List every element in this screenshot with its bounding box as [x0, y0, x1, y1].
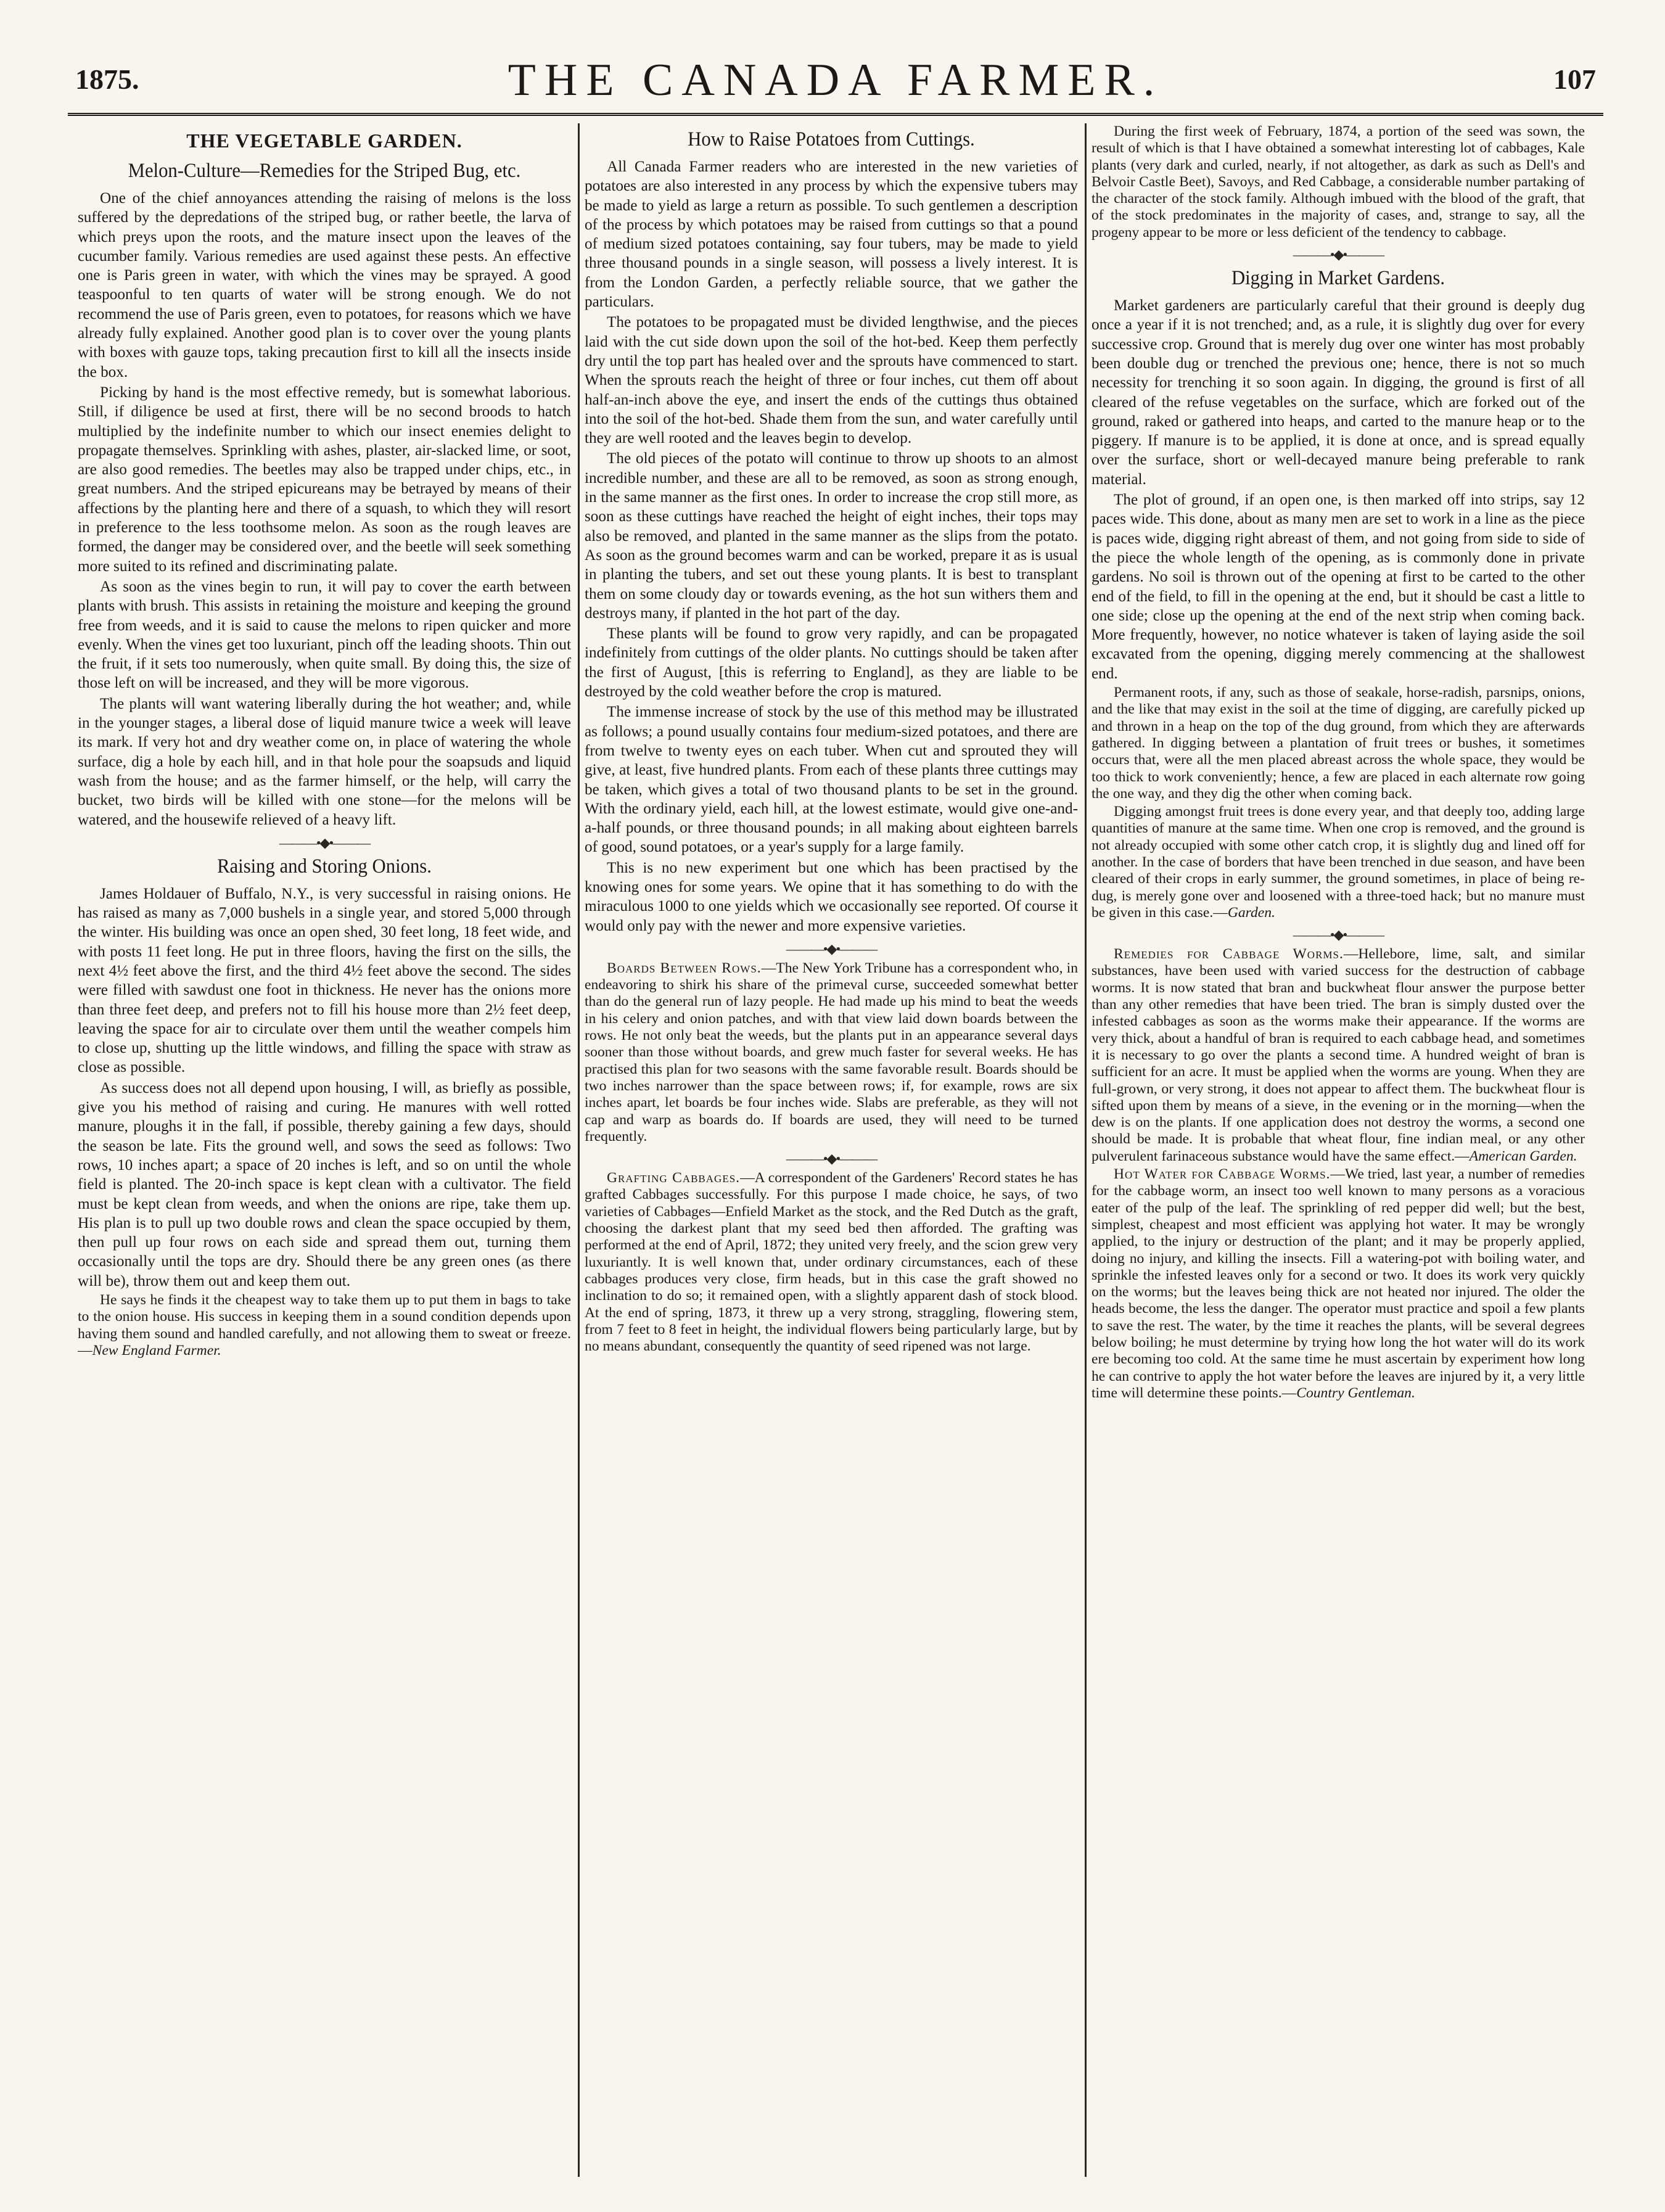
paragraph: Market gardeners are particularly careful that their ground is deeply dug once a year if it is not trenched; and, as a rule, it is slightly dug over for every successive crop. Ground that is merely dug over one winter has most probably been double dug or trenched the previous one; hence, there is not so much necessity for trenching it so soon again. In digging, the ground is first of all cleared of the refuse vegetables on the surface, which are forked out of the ground, raked or gathered into heaps, and carted to the manure heap or to the piggery. If manure is to be applied, it is done at once, and is spread equally over the surface, short or well-decayed manure being preferable to rank material. — [1092, 297, 1585, 488]
article-separator: ———•◆•——— — [1293, 927, 1384, 943]
paragraph-text: —Hellebore, lime, salt, and similar substances, have been used with varied success for the destruction of cabbage worms. It is now stated that bran and buckwheat flour answer the purpose better than any other remedies that have been tried. The bran is simply dusted over the infested cabbages as soon as the worms make their appearance. If the worms are very thick, about a handful of bran is required to each cabbage head, and sometimes it is necessary to go over the plants a second time. A hundred weight of bran is sufficient for an acre. It must be applied when the worms are young. When they are full-grown, or very strong, it does not appear to affect them. The buckwheat flour is sifted upon them by means of a sieve, in the evening or in the morning—when the dew is on the plants. If one application does not destroy the worms, a second one should be made. It is probable that wheat flour, fine indian meal, or any other pulverulent farinaceous substance would have the same effect.— — [1092, 946, 1585, 1164]
article-separator: ———•◆•——— — [279, 834, 370, 850]
issue-year: 1875. — [75, 64, 139, 95]
source-credit: American Garden. — [1469, 1148, 1577, 1164]
article-title-onions: Raising and Storing Onions. — [217, 855, 432, 878]
paragraph: This is no new experiment but one which has been practised by the knowing ones for some years. We opine that it has something to do with the miraculous 1000 to one yields which we occasionally see reported. Of course it would only pay with the newer and more expensive varieties. — [585, 859, 1078, 934]
paragraph: One of the chief annoyances attending the raising of melons is the loss suffered by the depredations of the striped bug, or rather beetle, the larva of which preys upon the roots, and the mature insect upon the leaves of the cucumber family. Various remedies are used against these pests. An effective one is Paris green in water, with which the vines may be sprayed. A good teaspoonful to ten quarts of water will be strong enough. We do not recommend the use of Paris green, even to potatoes, for reasons which we have already fully explained. Another good plan is to cover over the young plants with boxes with gauze tops, taking precaution first to kill all the insects inside the box. — [78, 190, 571, 380]
paragraph: The old pieces of the potato will continue to throw up shoots to an almost incredible number, and these are all to be removed, as soon as strong enough, in the same manner as the first ones. In order to increase the crop still more, as soon as these cuttings have reached the height of eight inches, their tops may also be removed, and planted in the same manner as the slips from the potato. As soon as the ground becomes warm and can be worked, prepare it as is usual in planting the tubers, and set out these young plants. It is best to transplant them on some cloudy day or towards evening, as the hot sun withers them and destroys many, if planted in the hot part of the day. — [585, 450, 1078, 622]
section-heading: THE VEGETABLE GARDEN. — [186, 130, 462, 152]
column-divider — [1085, 123, 1087, 2177]
column-2 — [585, 123, 1078, 2171]
paragraph: Permanent roots, if any, such as those of seakale, horse-radish, parsnips, onions, and the like that may exist in the soil at the time of digging, are carefully picked up and thrown in a heap on the top of the dug ground, from which they are afterwards gathered. In digging between a plantation of fruit trees or bushes, it sometimes occurs that, were all the men placed abreast across the whole space, they would be too thick to work conveniently; hence, a few are placed in each alternate row going the one way, and they dig the other when coming back. — [1092, 685, 1585, 802]
paragraph — [1092, 1166, 1585, 1402]
masthead — [68, 54, 1603, 110]
source-credit: New England Farmer. — [92, 1342, 221, 1359]
article-separator: ———•◆•——— — [1293, 247, 1384, 263]
masthead-rule — [68, 113, 1603, 117]
column-1 — [78, 123, 571, 2171]
paragraph-text: Digging amongst fruit trees is done every year, and that deeply too, adding large quantities of manure at the same time. When one crop is removed, and the ground is not already occupied with some other catch crop, it is slightly dug and lined off for another. In the case of borders that have been trenched in due season, and have been cleared of their crops in early summer, the ground sometimes, in place of being re-dug, is merely gone over and loosened with a three-toed hack; but no manure must be given in this case.— — [1092, 804, 1585, 921]
runin-heading: Grafting Cabbages. — [607, 1170, 741, 1186]
paragraph — [78, 1292, 571, 1359]
runin-heading: Boards Between Rows. — [607, 960, 762, 976]
paragraph-text: —The New York Tribune has a correspondent who, in endeavoring to shirk his share of the primeval curse, succeeded somewhat better than do the general run of lazy people. He had made up his mind to beat the weeds in his celery and onion patches, and with that view laid down boards between the rows. He not only beat the weeds, but the plants put in an appearance several days sooner than those without boards, and grew much faster for several weeks. He has practised this plan for two seasons with the same favorable result. Boards should be two inches narrower than the space between rows; if, for example, rows are six inches apart, let boards be four inches wide. Slabs are preferable, as they will not cap and warp as boards do. If boards are used, they will need to be turned frequently. — [585, 960, 1078, 1145]
paragraph: The potatoes to be propagated must be divided lengthwise, and the pieces laid with the cut side down upon the soil of the hot-bed. Keep them perfectly dry until the top part has healed over and the sprouts have commenced to start. When the sprouts reach the height of three or four inches, cut them off about half-an-inch above the eye, and insert the ends of the cuttings thus obtained into the soil of the hot-bed. Shade them from the sun, and water carefully until they are well rooted and the leaves begin to develop. — [585, 314, 1078, 447]
column-divider — [578, 123, 580, 2177]
paragraph — [1092, 804, 1585, 921]
source-credit: Garden. — [1227, 904, 1275, 921]
paragraph-text: —A correspondent of the Gardeners' Record states he has grafted Cabbages successfully. For this purpose I made choice, he says, of two varieties of Cabbages—Enfield Market as the stock, and the Red Dutch as the graft, choosing the darkest plant that my seed bed then afforded. The grafting was performed at the end of April, 1872; they united very freely, and the scion grew very luxuriantly. It is well known that, under ordinary circumstances, each of these cabbages produces very close, firm heads, but in this case the graft showed no inclination to do so; it remained open, with a slightly apparent dash of stock blood. At the end of spring, 1873, it threw up a very strong, straggling, flowering stem, from 7 feet to 8 feet in height, the individual flowers being particularly large, but by no means abundant, consequently the quantity of seed ripened was not large. — [585, 1170, 1078, 1355]
paragraph-text: He says he finds it the cheapest way to take them up to put them in bags to take to the onion house. His success in keeping them in a sound condition depends upon having them sound and handled carefully, and not allowing them to sweat or freeze.— — [78, 1292, 571, 1359]
paragraph: These plants will be found to grow very rapidly, and can be propagated indefinitely from cuttings of the older plants. No cuttings should be taken after the first of August, [this is referring to England], as they are liable to be destroyed by the cold weather before the crop is matured. — [585, 625, 1078, 701]
paragraph — [585, 960, 1078, 1145]
paragraph: As soon as the vines begin to run, it will pay to cover the earth between plants with brush. This assists in retaining the moisture and keeping the ground free from weeds, and it is said to cause the melons to ripen quicker and more evenly. When the vines get too luxuriant, pinch off the leading shoots. Thin out the fruit, if it sets too numerously, when quite small. By doing this, the size of those left on will be increased, and they will be more vigorous. — [78, 578, 571, 692]
page-number: 107 — [1553, 64, 1596, 95]
paragraph: James Holdauer of Buffalo, N.Y., is very successful in raising onions. He has raised as many as 7,000 bushels in a single year, and stored 5,000 through the winter. His building was once an open shed, 30 feet long, 18 feet wide, and with posts 11 feet long. He put in three floors, having the first on the sills, the next 4½ feet above the first, and the third 4½ feet above the second. The sides were filled with sawdust one foot in thickness. He never has the onions more than three feet deep, and prefers not to fill his house more than 2½ feet deep, leaving the space for air to circulate over them until the weather compels him to close up, shutting up the little windows, and filling the space with straw as close as possible. — [78, 885, 571, 1076]
paragraph: All Canada Farmer readers who are interested in the new varieties of potatoes are also interested in any process by which the expensive tubers may be made to yield as large a return as possible. To such gentlemen a description of the process by which potatoes may be raised from cuttings so that a pound of medium sized potatoes containing, say four tubers, may be made to yield three thousand pounds in a single season, will possess a lively interest. It is from the London Garden, a perfectly reliable source, that we gather the particulars. — [585, 158, 1078, 311]
paragraph: During the first week of February, 1874, a portion of the seed was sown, the result of which is that I have obtained a somewhat interesting lot of cabbages, Kale plants (very dark and curled, nearly, if not altogether, as dark as such as Dell's and Belvoir Castle Beet), Savoys, and Red Cabbage, a considerable number partaking of the character of the stock family. Although imbued with the blood of the graft, that of the stock predominates in the majority of cases, and, strange to say, all the progeny appear to be more or less deficient of the tendency to cabbage. — [1092, 123, 1585, 241]
paragraph-text: —We tried, last year, a number of remedies for the cabbage worm, an insect too well known to many persons as a voracious eater of the pulp of the leaf. The sprinkling of red pepper did well; but the best, simplest, cheapest and most efficient was applying hot water. It may be wrongly applied, to the injury or destruction of the plant; and it may be properly applied, doing no injury, and killing the insects. Fill a watering-pot with boiling water, and sprinkle the infested leaves only for a second or two. It does its work very quickly on the worms; but the leaves being thick are not heated nor injured. The older the heads become, the less the danger. The operator must practice and spoil a few plants to save the rest. The water, by the time it reaches the plants, will be several degrees below boiling; he must determine by trying how long the hot water will do its work ere becoming too cold. At the same time he must ascertain by experiment how long he can contrive to apply the hot water before the leaves are injured by it, a very little time will determine these points.— — [1092, 1166, 1585, 1401]
article-title-digging: Digging in Market Gardens. — [1231, 267, 1445, 290]
article-title-melon: Melon-Culture—Remedies for the Striped Bug, etc. — [128, 160, 521, 182]
article-separator: ———•◆•——— — [786, 1151, 877, 1167]
paragraph: As success does not all depend upon housing, I will, as briefly as possible, give you his method of raising and curing. He manures with well rotted manure, ploughs it in the fall, if possible, thereby gaining a few days, should the season be late. Fits the ground well, and sows the seed as follows: Two rows, 10 inches apart; a space of 20 inches is left, and so on until the whole field is planted. The 20-inch space is kept clean with a cultivator. The field must be kept clean from weeds, and when the onions are ripe, take them up. His plan is to pull up two double rows and clean the space occupied by them, then pull up four rows on each side and spread them out, turning them occasionally until the tops are dry. Should there be any green ones (as there will be), throw them out and keep them out. — [78, 1079, 571, 1289]
article-title-potatoes: How to Raise Potatoes from Cuttings. — [688, 128, 975, 150]
newspaper-title: THE CANADA FARMER. — [508, 55, 1164, 105]
runin-heading: Remedies for Cabbage Worms. — [1114, 946, 1344, 963]
paragraph — [1092, 946, 1585, 1165]
paragraph: Picking by hand is the most effective remedy, but is somewhat laborious. Still, if diligence be used at first, there will be no second broods to hatch multiplied by the indefinite number to which our insect enemies delight to propagate themselves. Sprinkling with ashes, plaster, air-slacked lime, or soot, are also good remedies. The beetles may also be trapped under chips, etc., in great numbers. And the striped epicureans may be betrayed by means of their affections by the planting here and there of a squash, to which they will resort in preference to the less toothsome melon. As soon as the rough leaves are formed, the danger may be considered over, and the beetle will seek something more suited to its refined and discriminating palate. — [78, 384, 571, 575]
paragraph: The plants will want watering liberally during the hot weather; and, while in the younger stages, a liberal dose of liquid manure twice a week will leave its mark. If very hot and dry weather come on, in place of watering the whole surface, dig a hole by each hill, and in that hole pour the soapsuds and liquid wash from the house; and as the farmer himself, or the help, will carry the bucket, two birds will be killed with one stone—for the melons will be watered, and the housewife relieved of a heavy lift. — [78, 695, 571, 828]
paragraph — [585, 1170, 1078, 1355]
article-separator: ———•◆•——— — [786, 940, 877, 956]
paragraph: The plot of ground, if an open one, is then marked off into strips, say 12 paces wide. This done, about as many men are set to work in a line as the piece is paces wide, digging right abreast of them, and not going from side to side of the piece the whole length of the opening, as is commonly done in private gardens. No soil is thrown out of the opening at first to be carted to the other end of the field, to fill in the opening at the end, but it should be cast a little to one side; close up the opening at the end of the next strip when coming back. More frequently, however, no notice whatever is taken of laying aside the soil excavated from the opening, digging merely commencing at the shallowest end. — [1092, 491, 1585, 682]
runin-heading: Hot Water for Cabbage Worms. — [1114, 1166, 1331, 1183]
paragraph: The immense increase of stock by the use of this method may be illustrated as follows; a pound usually contains four medium-sized potatoes, and there are from twelve to twenty eyes on each tuber. When cut and sprouted they will give, at least, five hundred plants. From each of these plants three cuttings may be taken, which gives a total of two thousand plants to be set in the ground. With the ordinary yield, each hill, at the lowest estimate, would give one-and-a-half pounds, or three thousand pounds; in all making about eighteen barrels of good, sound potatoes, or a year's supply for a large family. — [585, 704, 1078, 856]
source-credit: Country Gentleman. — [1296, 1384, 1415, 1401]
column-3 — [1092, 123, 1585, 2171]
